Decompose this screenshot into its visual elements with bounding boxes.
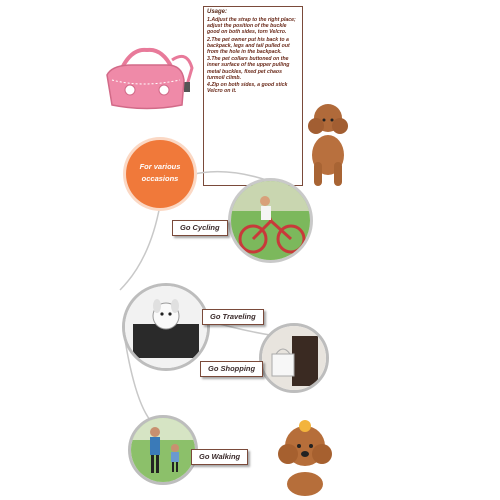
go-traveling-label: Go Traveling xyxy=(202,309,264,325)
shopping-photo xyxy=(259,323,329,393)
usage-step-4: 4.Zip on both sides, a good stick Velcro on it. xyxy=(207,82,288,95)
go-cycling-label: Go Cycling xyxy=(172,220,228,236)
walking-scene-icon xyxy=(131,418,195,482)
cycling-photo xyxy=(228,178,313,263)
go-shopping-label: Go Shopping xyxy=(200,361,263,377)
walking-photo xyxy=(128,415,198,485)
traveling-scene-icon xyxy=(125,286,207,368)
poodle-photo-bottom xyxy=(272,418,338,498)
usage-step-1: 1.Adjust the strap to the right place; adjust the position of the buckle good on both sides, torn Velcro. xyxy=(207,17,296,36)
shopping-scene-icon xyxy=(262,326,326,390)
go-walking-label: Go Walking xyxy=(191,449,248,465)
bubble-line-2: occasions xyxy=(141,174,179,183)
traveling-photo xyxy=(122,283,210,371)
occasions-bubble xyxy=(126,140,194,208)
cycling-scene-icon xyxy=(231,181,311,261)
usage-step-2: 2.The pet owner put his back to a backpack, legs and tail pulled out from the hole in the backpack. xyxy=(207,36,290,56)
usage-step-3: 3.The pet collars buttoned on the inner surface of the upper pulling metal buckles, fixed pet chaos turmoil climb. xyxy=(207,56,290,81)
bubble-line-1: For various xyxy=(139,162,181,171)
usage-title: Usage: xyxy=(207,9,228,15)
